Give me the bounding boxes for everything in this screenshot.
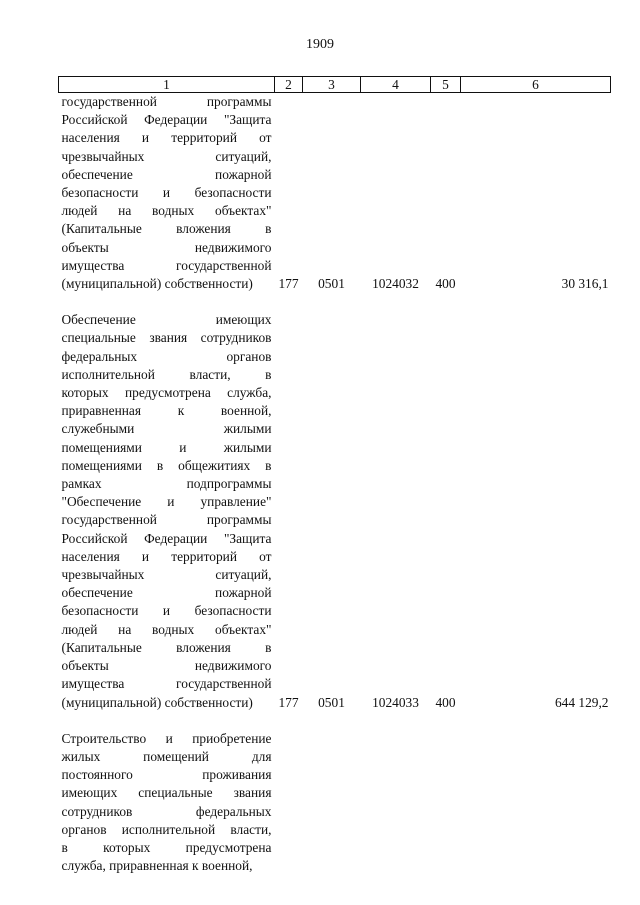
description-line: исполнительной власти, в [61,366,272,382]
description-line: людей на водных объектах" [61,203,272,219]
table-body [59,93,611,876]
description-line: специальные звания сотрудников [61,330,272,346]
row-description [59,712,275,876]
description-line: служебными жилыми [61,421,272,437]
section-code: 0501 [318,276,345,292]
description-line: помещениями и жилыми [61,439,272,455]
column-header: 6 [461,77,611,93]
column-header: 4 [361,77,431,93]
description-line: чрезвычайных ситуаций, [61,148,272,164]
amount-value: 644 129,2 [554,694,609,710]
description-line: объекты недвижимого [61,658,272,674]
description-line: государственной программы [61,512,272,528]
row-description [59,93,275,294]
column-header: 1 [59,77,275,93]
description-line: объекты недвижимого [61,239,272,255]
section-code: 0501 [318,694,345,710]
target-article-code: 1024033 [372,694,419,710]
column-header: 5 [431,77,461,93]
description-line: рамках подпрограммы [61,476,272,492]
budget-table [58,76,611,875]
description-line: (муниципальной) собственности) [61,694,253,710]
description-line: обеспечение пожарной [61,585,272,601]
expense-type-code [431,712,461,876]
description-line: чрезвычайных ситуаций, [61,567,272,583]
row-description [59,293,275,711]
description-line: обеспечение пожарной [61,166,272,182]
description-line: Строительство и приобретение [61,730,272,746]
description-line: помещениями в общежитиях в [61,457,272,473]
description-line: Российской Федерации "Защита [61,112,272,128]
description-line: органов исполнительной власти, [61,821,272,837]
description-line: безопасности и безопасности [61,603,272,619]
description-line: которых предусмотрена служба, [61,385,272,401]
target-article-code: 1024032 [372,276,419,292]
target-article-code [361,712,431,876]
ministry-code: 177 [278,694,299,710]
description-line: (Капитальные вложения в [61,639,272,655]
description-line: (Капитальные вложения в [61,221,272,237]
column-header: 2 [275,77,303,93]
description-line: (муниципальной) собственности) [61,276,253,292]
amount-value: 30 316,1 [561,276,609,292]
table-row [59,93,611,294]
description-line: государственной программы [61,94,272,109]
description-line: имеющих специальные звания [61,785,272,801]
description-line: жилых помещений для [61,748,272,764]
description-line: населения и территорий от [61,130,272,146]
expense-type-code: 400 [435,276,456,292]
ministry-code: 177 [278,276,299,292]
description-line: сотрудников федеральных [61,803,272,819]
description-line: в которых предусмотрена [61,839,272,855]
description-line: Российской Федерации "Защита [61,530,272,546]
description-line: населения и территорий от [61,548,272,564]
amount-value [461,712,611,876]
description-line: имущества государственной [61,257,272,273]
page-number: 1909 [306,37,334,52]
table-row [59,293,611,711]
table-row [59,712,611,876]
section-code [303,712,361,876]
description-line: постоянного проживания [61,767,272,783]
description-line: имущества государственной [61,676,272,692]
description-line: приравненная к военной, [61,403,272,419]
description-line: Обеспечение имеющих [61,312,272,328]
table-header [59,77,611,93]
description-line: людей на водных объектах" [61,621,272,637]
expense-type-code: 400 [435,694,456,710]
description-line: безопасности и безопасности [61,185,272,201]
ministry-code [275,712,303,876]
column-header: 3 [303,77,361,93]
description-line: федеральных органов [61,348,272,364]
description-line: служба, приравненная к военной, [61,858,253,874]
description-line: "Обеспечение и управление" [61,494,272,510]
